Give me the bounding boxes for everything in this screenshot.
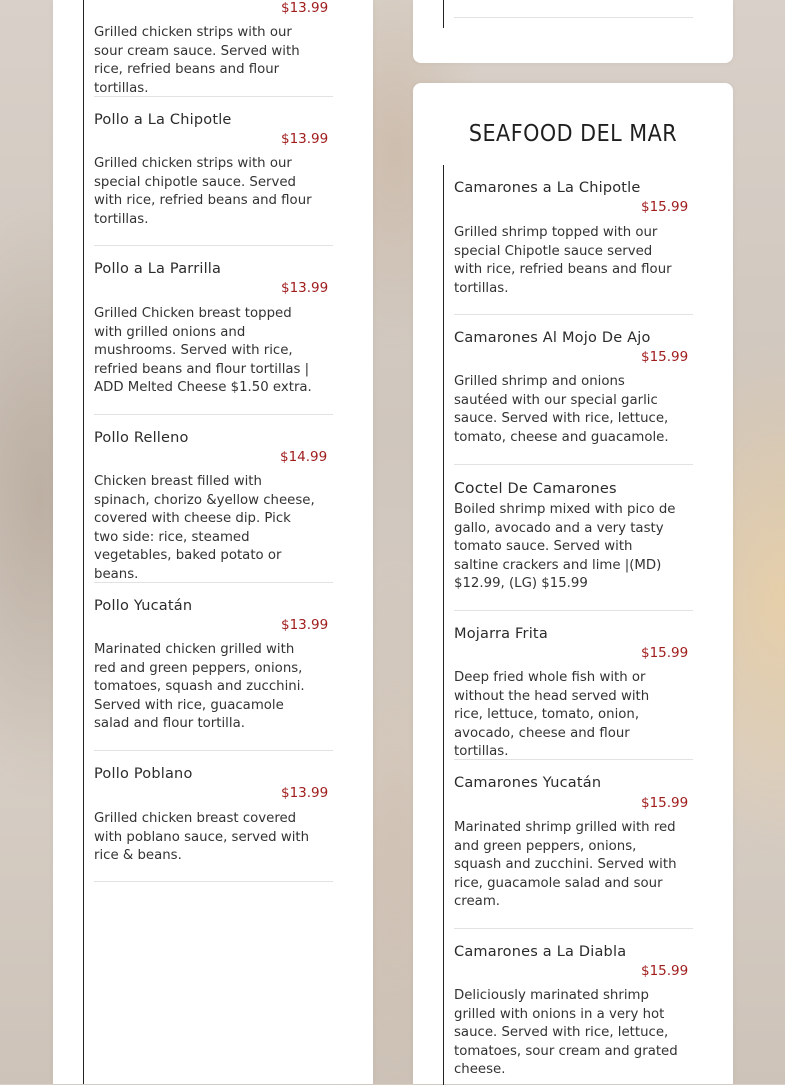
item-description: Grilled chicken breast covered with poblano sauce, served with rice & beans. <box>94 811 310 864</box>
item-price: $15.99 <box>641 349 689 365</box>
item-description: Marinated chicken grilled with red and green peppers, onions, tomatoes, squash and zucchini. Served with rice, guacamole salad and flour tortilla. <box>94 642 305 732</box>
item-name: Camarones Al Mojo De Ajo <box>454 330 651 346</box>
menu-card-left <box>53 0 373 1084</box>
item-description: Boiled shrimp mixed with pico de gallo, avocado and a very tasty tomato sauce. Served with saltine crackers and lime |(MD) $12.99, (LG) $15.99 <box>454 502 676 592</box>
item-description: Chicken breast filled with spinach, chorizo &yellow cheese, covered with cheese dip. Pick two side: rice, steamed vegetables, baked potato or beans. <box>94 474 315 582</box>
item-name <box>454 479 617 497</box>
item-description: Deliciously marinated shrimp grilled with onions in a very hot sauce. Served with rice, lettuce, tomatoes, sour cream and grated cheese. <box>454 988 678 1078</box>
item-price: $13.99 <box>281 617 329 633</box>
item-separator <box>94 582 333 583</box>
item-price: $15.99 <box>641 199 689 215</box>
item-name: Pollo Relleno <box>94 430 189 446</box>
item-name-lead: Coc <box>454 479 484 497</box>
item-description: Grilled chicken strips with our sour cream sauce. Served with rice, refried beans and flour tortillas. <box>94 25 300 96</box>
item-separator <box>94 414 333 415</box>
card-divider-line <box>83 0 84 1084</box>
item-price: $13.99 <box>281 280 329 296</box>
item-description: Deep fried whole fish with or without the head served with rice, lettuce, tomato, onion, avocado, cheese and flour tortillas. <box>454 670 650 760</box>
item-price: $13.99 <box>281 785 329 801</box>
item-separator <box>454 759 693 760</box>
card-divider-line <box>443 0 444 28</box>
item-description: Grilled shrimp and onions sautéed with our special garlic sauce. Served with rice, lettuce, tomato, cheese and guacamole. <box>454 374 669 445</box>
item-separator <box>94 750 333 751</box>
item-name: Pollo Yucatán <box>94 598 193 614</box>
item-description: Grilled Chicken breast topped with grilled onions and mushrooms. Served with rice, refried beans and flour tortillas | ADD Melted Cheese $1.50 extra. <box>94 306 312 396</box>
item-separator <box>454 464 693 465</box>
item-name: Camarones Yucatán <box>454 775 602 791</box>
item-separator <box>94 96 333 97</box>
item-name: Camarones a La Diabla <box>454 944 627 960</box>
item-separator <box>94 245 333 246</box>
menu-card-seafood <box>413 83 733 1084</box>
item-price: $13.99 <box>281 0 329 16</box>
item-description: Grilled chicken strips with our special chipotle sauce. Served with rice, refried beans and flour tortillas. <box>94 156 312 227</box>
item-separator <box>454 17 693 18</box>
item-separator <box>454 610 693 611</box>
item-name: Pollo a La Chipotle <box>94 112 232 128</box>
item-price: $15.99 <box>641 795 689 811</box>
item-separator <box>454 314 693 315</box>
menu-card-right-previous <box>413 0 733 63</box>
item-name: Mojarra Frita <box>454 626 548 642</box>
card-divider-line <box>443 165 444 1085</box>
item-price: $13.99 <box>281 131 329 147</box>
item-description: Marinated shrimp grilled with red and green peppers, onions, squash and zucchini. Served with rice, guacamole salad and sour cream. <box>454 820 677 910</box>
item-description: Grilled shrimp topped with our special Chipotle sauce served with rice, refried beans and flour tortillas. <box>454 225 672 296</box>
item-separator <box>94 881 333 882</box>
item-price: $15.99 <box>641 645 689 661</box>
section-title: SEAFOOD DEL MAR <box>468 121 678 147</box>
item-name-rest: tel De Camarones <box>483 481 617 497</box>
item-name: Pollo a La Parrilla <box>94 261 222 277</box>
item-name: Camarones a La Chipotle <box>454 180 641 196</box>
item-price: $15.99 <box>641 963 689 979</box>
item-price: $14.99 <box>280 449 328 465</box>
item-name: Pollo Poblano <box>94 766 193 782</box>
item-separator <box>454 928 693 929</box>
